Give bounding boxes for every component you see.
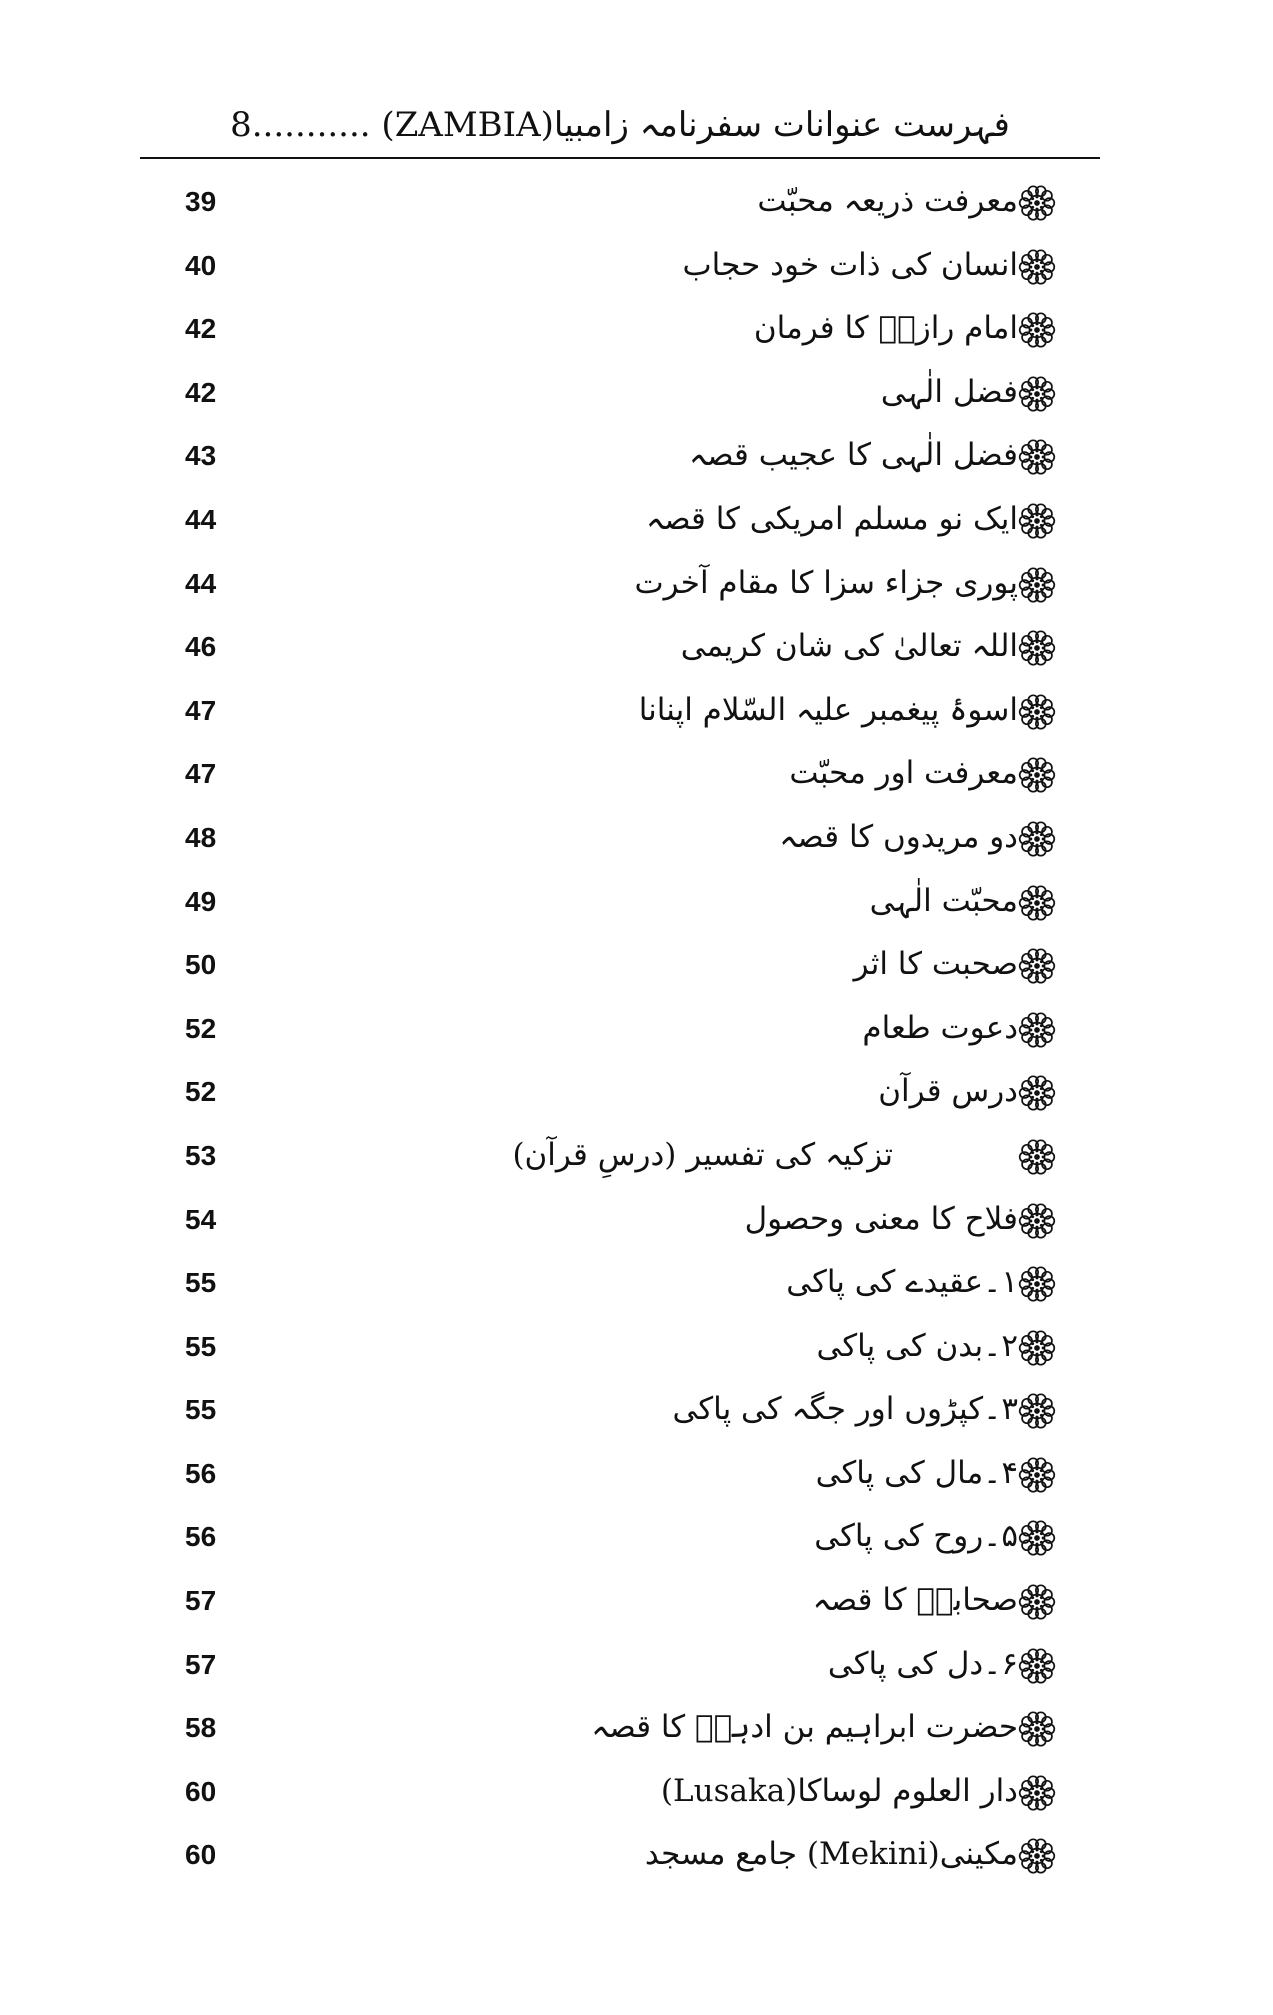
- flower-rosette-icon: [1018, 1456, 1056, 1494]
- entry-title: حضرت ابراہیم بن ادہمؒ کا قصہ: [591, 1709, 1018, 1746]
- flower-rosette-icon: [1018, 248, 1056, 286]
- toc-entry: [0, 1126, 1273, 1190]
- toc-entry: [0, 1317, 1273, 1381]
- flower-rosette-icon: [1018, 1074, 1056, 1112]
- entry-title: معرفت ذریعہ محبّت: [757, 183, 1018, 219]
- flower-rosette-icon: [1018, 502, 1056, 540]
- entry-title: محبّت الٰہی: [869, 882, 1018, 919]
- entry-title: ۵۔روح کی پاکی: [814, 1518, 1018, 1555]
- toc-entry: [0, 935, 1273, 999]
- flower-rosette-icon: [1018, 311, 1056, 349]
- toc-entry: [0, 1762, 1273, 1826]
- entry-title: امام رازیؒ کا فرمان: [753, 310, 1018, 347]
- toc-entry: [0, 1825, 1273, 1889]
- page-number: 47: [185, 694, 217, 726]
- toc-entry: [0, 808, 1273, 872]
- flower-rosette-icon: [1018, 375, 1056, 413]
- page-number: 43: [185, 440, 217, 472]
- entry-title: معرفت اور محبّت: [789, 755, 1018, 792]
- toc-entry: [0, 681, 1273, 745]
- flower-rosette-icon: [1018, 629, 1056, 667]
- page-header: فہرست عنوانات سفرنامہ زامبیا(ZAMBIA) ...........8: [230, 105, 1010, 145]
- flower-rosette-icon: [1018, 1392, 1056, 1430]
- entry-title: فضل الٰہی کا عجیب قصہ: [688, 437, 1018, 474]
- page-number: 54: [185, 1203, 217, 1235]
- flower-rosette-icon: [1018, 566, 1056, 604]
- toc-entry: [0, 1380, 1273, 1444]
- page-number: 47: [185, 758, 217, 790]
- flower-rosette-icon: [1018, 1774, 1056, 1812]
- page-number: 52: [185, 1012, 217, 1044]
- flower-rosette-icon: [1018, 756, 1056, 794]
- entry-title: ایک نو مسلم امریکی کا قصہ: [645, 500, 1018, 537]
- page-number: 42: [185, 376, 217, 408]
- header-rule: [140, 157, 1100, 159]
- page-number: 53: [185, 1139, 217, 1171]
- page-number: 57: [185, 1585, 217, 1617]
- toc-entry: [0, 1253, 1273, 1317]
- page-number: 48: [185, 821, 217, 853]
- entry-title: فضل الٰہی: [880, 373, 1018, 410]
- flower-rosette-icon: [1018, 1265, 1056, 1303]
- toc-entry: [0, 172, 1273, 236]
- toc-entry: [0, 299, 1273, 363]
- entry-title: درس قرآن: [878, 1073, 1018, 1110]
- page-number: 60: [185, 1839, 217, 1871]
- entry-title: دار العلوم لوساکا(Lusaka): [660, 1772, 1018, 1809]
- page-number: 46: [185, 631, 217, 663]
- toc-entry: [0, 744, 1273, 808]
- entry-title: انسان کی ذات خود حجاب: [682, 246, 1018, 283]
- entry-title: اسوۂ پیغمبر علیہ السّلام اپنانا: [638, 691, 1018, 728]
- toc-entry: [0, 1062, 1273, 1126]
- toc-entry: [0, 1571, 1273, 1635]
- entry-title: صحبت کا اثر: [853, 946, 1018, 983]
- page-number: 56: [185, 1521, 217, 1553]
- page-number: 49: [185, 885, 217, 917]
- flower-rosette-icon: [1018, 438, 1056, 476]
- flower-rosette-icon: [1018, 1837, 1056, 1875]
- flower-rosette-icon: [1018, 820, 1056, 858]
- entry-title: دعوت طعام: [862, 1009, 1018, 1046]
- toc-entry: [0, 1507, 1273, 1571]
- page-number: 55: [185, 1330, 217, 1362]
- flower-rosette-icon: [1018, 884, 1056, 922]
- toc-entry: [0, 1635, 1273, 1699]
- page-number: 60: [185, 1775, 217, 1807]
- flower-rosette-icon: [1018, 693, 1056, 731]
- page-number: 50: [185, 949, 217, 981]
- toc-entry: [0, 1444, 1273, 1508]
- page-number: 42: [185, 313, 217, 345]
- entry-title: ۲۔بدن کی پاکی: [816, 1327, 1018, 1364]
- entry-title: تزکیہ کی تفسیر (درسِ قرآن): [512, 1136, 893, 1173]
- flower-rosette-icon: [1018, 1011, 1056, 1049]
- flower-rosette-icon: [1018, 1202, 1056, 1240]
- toc-entry: [0, 617, 1273, 681]
- toc-entry: [0, 1190, 1273, 1254]
- toc-entry: [0, 426, 1273, 490]
- flower-rosette-icon: [1018, 1710, 1056, 1748]
- flower-rosette-icon: [1018, 1647, 1056, 1685]
- page-number: 58: [185, 1712, 217, 1744]
- entry-title: فلاح کا معنی وحصول: [744, 1200, 1018, 1237]
- entry-title: پوری جزاء سزا کا مقام آخرت: [634, 564, 1018, 601]
- toc-entry: [0, 554, 1273, 618]
- entry-title: اللہ تعالیٰ کی شان کریمی: [680, 628, 1018, 665]
- flower-rosette-icon: [1018, 947, 1056, 985]
- entry-title: ۱۔عقیدے کی پاکی: [786, 1264, 1018, 1301]
- flower-rosette-icon: [1018, 1329, 1056, 1367]
- page-number: 44: [185, 567, 217, 599]
- entry-title: صحابیؓ کا قصہ: [812, 1582, 1018, 1619]
- toc-entry: [0, 1698, 1273, 1762]
- entry-title: مکینی(Mekini) جامع مسجد: [644, 1836, 1018, 1873]
- entry-title: دو مریدوں کا قصہ: [779, 818, 1018, 855]
- toc-entry: [0, 490, 1273, 554]
- page-number: 44: [185, 503, 217, 535]
- entry-title: ۴۔مال کی پاکی: [815, 1454, 1018, 1491]
- page-number: 39: [185, 186, 217, 217]
- entry-title: ۳۔کپڑوں اور جگہ کی پاکی: [672, 1391, 1018, 1428]
- flower-rosette-icon: [1018, 1519, 1056, 1557]
- flower-rosette-icon: [1018, 184, 1056, 222]
- toc-entry: [0, 236, 1273, 300]
- table-of-contents: [0, 172, 1273, 1889]
- flower-rosette-icon: [1018, 1583, 1056, 1621]
- flower-rosette-icon: [1018, 1138, 1056, 1176]
- toc-entry: [0, 363, 1273, 427]
- toc-entry: [0, 872, 1273, 936]
- page-number: 52: [185, 1076, 217, 1108]
- page-number: 55: [185, 1394, 217, 1426]
- page-number: 57: [185, 1648, 217, 1680]
- toc-entry: [0, 999, 1273, 1063]
- page-number: 55: [185, 1267, 217, 1299]
- page-number: 56: [185, 1457, 217, 1489]
- page-number: 40: [185, 249, 217, 281]
- entry-title: ۶۔دل کی پاکی: [827, 1645, 1018, 1682]
